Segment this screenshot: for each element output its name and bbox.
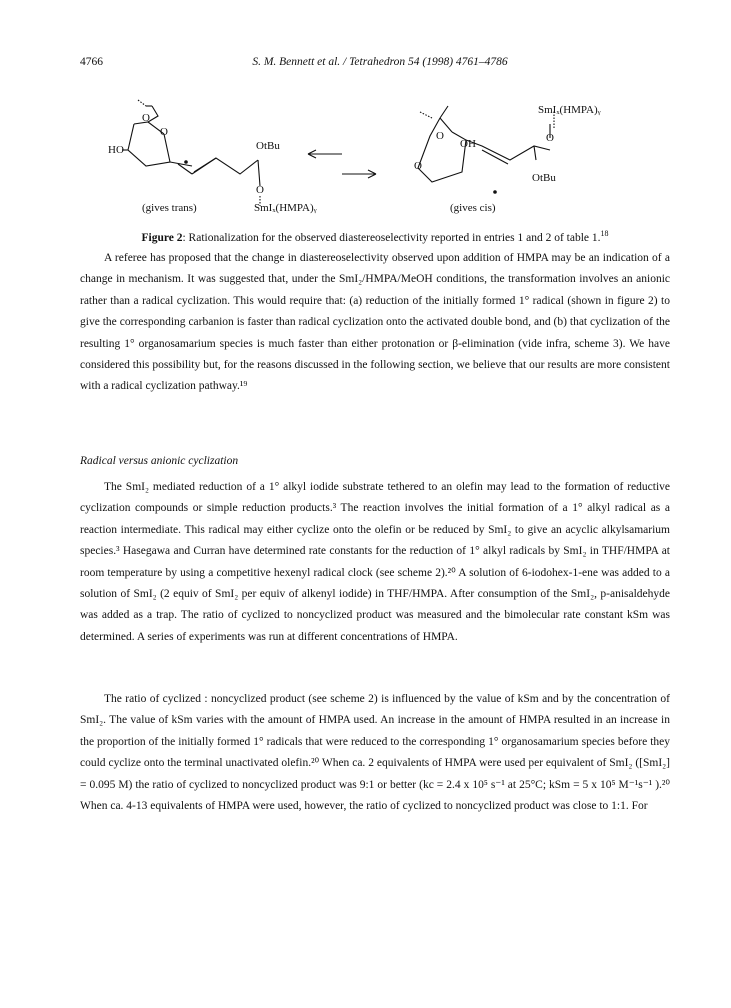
figure-caption bbox=[80, 229, 670, 244]
caption-text: : Rationalization for the observed diastereoselectivity reported in entries 1 and 2 of table 1. bbox=[182, 231, 601, 244]
smi-label: SmIₓ(HMPA)ᵧ bbox=[254, 202, 317, 214]
paragraph-3-text: The ratio of cyclized : noncyclized product (see scheme 2) is influenced by the value of kSm and by the concentration of SmI₂. The value of kSm varies with the amount of HMPA used. An increase in the amount of HMPA resulted in an increase in the proportion of the initially formed 1° radicals that were reduced to the corresponding 1° organosamarium species before they could cyclize onto the terminal unactivated olefin.²⁰ When ca. 2 equivalents of HMPA were used per equivalent of SmI₂ ([SmI₂] = 0.095 M) the ratio of cyclized to noncyclized product was 9:1 or better (kc = 2.4 x 10⁵ s⁻¹ at 25°C; kSm = 5 x 10⁵ M⁻¹s⁻¹ ).²⁰ When ca. 4-13 equivalents of HMPA were used, however, the ratio of cyclized to noncyclized product was close to 1:1. For bbox=[80, 693, 670, 813]
paragraph-1 bbox=[80, 248, 670, 398]
figure-2-scheme bbox=[80, 88, 670, 218]
gives-trans-label: (gives trans) bbox=[142, 202, 197, 214]
ring-o-label-right: O bbox=[436, 130, 444, 142]
ring-o2-label: O bbox=[160, 126, 168, 138]
paragraph-2-text: The SmI₂ mediated reduction of a 1° alkyl iodide substrate tethered to an olefin may lead to the formation of reductive cyclization compounds or simple reduction products.³ The reaction involves the initial formation of a 1° alkyl radical as a reaction intermediate. This radical may either cyclize onto the olefin or be reduced by SmI₂ to give an acyclic alkylsamarium species.³ Hasegawa and Curran have determined rate constants for the reduction of 1° alkyl radicals by SmI₂ in THF/HMPA at room temperature by using a competitive hexenyl radical clock (see scheme 2).²⁰ A solution of 6-iodohex-1-ene was added to a solution of SmI₂ (2 equiv of SmI₂ per equiv of alkenyl iodide) in THF/HMPA. After consumption of the SmI₂, p-anisaldehyde was added as a trap. The ratio of cyclized to noncyclized product was measured and the bimolecular rate constant kSm was determined. A series of experiments was run at different concentrations of HMPA. bbox=[80, 481, 670, 643]
gives-cis-label: (gives cis) bbox=[450, 202, 496, 214]
oh-label: OH bbox=[460, 138, 476, 150]
paragraph-2 bbox=[80, 477, 670, 648]
otbu-label: OtBu bbox=[256, 140, 280, 152]
page-number: 4766 bbox=[80, 56, 103, 68]
section-heading: Radical versus anionic cyclization bbox=[80, 455, 239, 467]
running-title: S. M. Bennett et al. / Tetrahedron 54 (1998) 4761–4786 bbox=[252, 56, 508, 68]
ho-label: HO bbox=[108, 144, 124, 156]
caption-ref: 18 bbox=[600, 229, 609, 238]
figure-label: Figure 2 bbox=[141, 231, 183, 244]
paragraph-1-text: A referee has proposed that the change in diastereoselectivity observed upon addition of HMPA may be an indication of a change in mechanism. It was suggested that, under the SmI₂/HMPA/MeOH conditions, the transformation involves an anionic rather than a radical cyclization. This would require that: (a) reduction of the initially formed 1° radical (shown in figure 2) to give the corresponding carbanion is faster than radical cyclization onto the activated double bond, and (b) that cyclization of the resulting 1° organosamarium species is much faster than either protonation or β-elimination (vide infra, scheme 3). We have considered this possibility but, for the reasons discussed in the following section, we believe that our results are more consistent with a radical cyclization pathway.¹⁹ bbox=[80, 252, 670, 393]
ring-o2-label-right: O bbox=[414, 160, 422, 172]
ring-o-label: O bbox=[142, 112, 150, 124]
enolate-o-label-right: O bbox=[546, 132, 554, 144]
otbu-label-right: OtBu bbox=[532, 172, 556, 184]
paragraph-3 bbox=[80, 689, 670, 817]
enolate-o-label: O bbox=[256, 184, 264, 196]
smi-label-right: SmIₓ(HMPA)ᵧ bbox=[538, 104, 601, 116]
